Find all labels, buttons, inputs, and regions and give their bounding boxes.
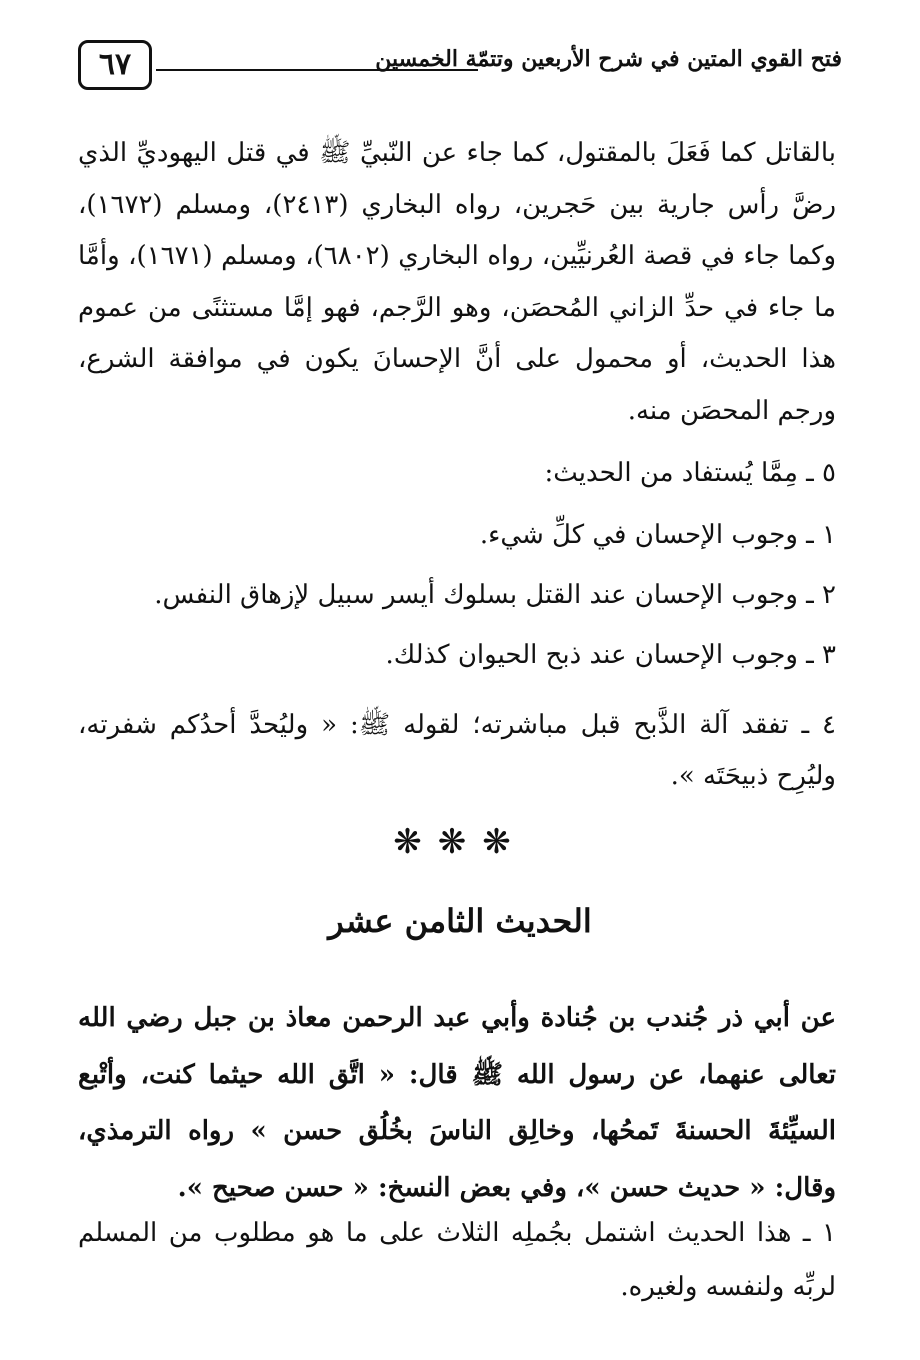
page-number-box: ٦٧ <box>78 40 152 90</box>
opening-paragraph: بالقاتل كما فَعَلَ بالمقتول، كما جاء عن النّبيِّ ﷺ في قتل اليهوديِّ الذي رضَّ رأس جارية بين حَجرين، رواه البخاري (٢٤١٣)، ومسلم (١٦٧٢)، وكما جاء في قصة العُرنيِّين، رواه البخاري (٦٨٠٢)، ومسلم (١٦٧١)، وأمَّا ما جاء في حدِّ الزاني المُحصَن، وهو الرَّجم، فهو إمَّا مستثنًى من عموم هذا الحديث، أو محمول على أنَّ الإحسانَ يكون في موافقة الشرع، ورجم المحصَن منه. <box>78 138 837 426</box>
running-title: فتح القوي المتين في شرح الأربعين وتتمّة الخمسين <box>375 46 842 72</box>
benefits-heading: ٥ ـ مِمَّا يُستفاد من الحديث: <box>544 458 836 488</box>
benefit-item-4: ٤ ـ تفقد آلة الذَّبح قبل مباشرته؛ لقوله ﷺ: « وليُحدَّ أحدُكم شفرته، وليُرِح ذبيحَتَه ». <box>78 710 836 791</box>
hadith-title: الحديث الثامن عشر <box>328 902 592 940</box>
section-separator: ❋❋❋ <box>393 822 527 862</box>
page-header <box>78 40 842 96</box>
benefit-item-3: ٣ ـ وجوب الإحسان عند ذبح الحيوان كذلك. <box>385 640 836 670</box>
benefit-item-1: ١ ـ وجوب الإحسان في كلِّ شيء. <box>479 520 836 550</box>
benefit-item-2: ٢ ـ وجوب الإحسان عند القتل بسلوك أيسر سبيل لإزهاق النفس. <box>154 580 836 610</box>
hadith-text: عن أبي ذر جُندب بن جُنادة وأبي عبد الرحمن معاذ بن جبل رضي الله تعالى عنهما، عن رسول الله ﷺ قال: « اتَّق الله حيثما كنت، وأتْبع السيِّئةَ الحسنةَ تَمحُها، وخالِق الناسَ بخُلُق حسن » رواه الترمذي، وقال: « حديث حسن »، وفي بعض النسخ: « حسن صحيح ». <box>78 1003 836 1203</box>
commentary-paragraph: ١ ـ هذا الحديث اشتمل بجُملِه الثلاث على ما هو مطلوب من المسلم لربِّه ولنفسه ولغيره. <box>78 1218 836 1302</box>
